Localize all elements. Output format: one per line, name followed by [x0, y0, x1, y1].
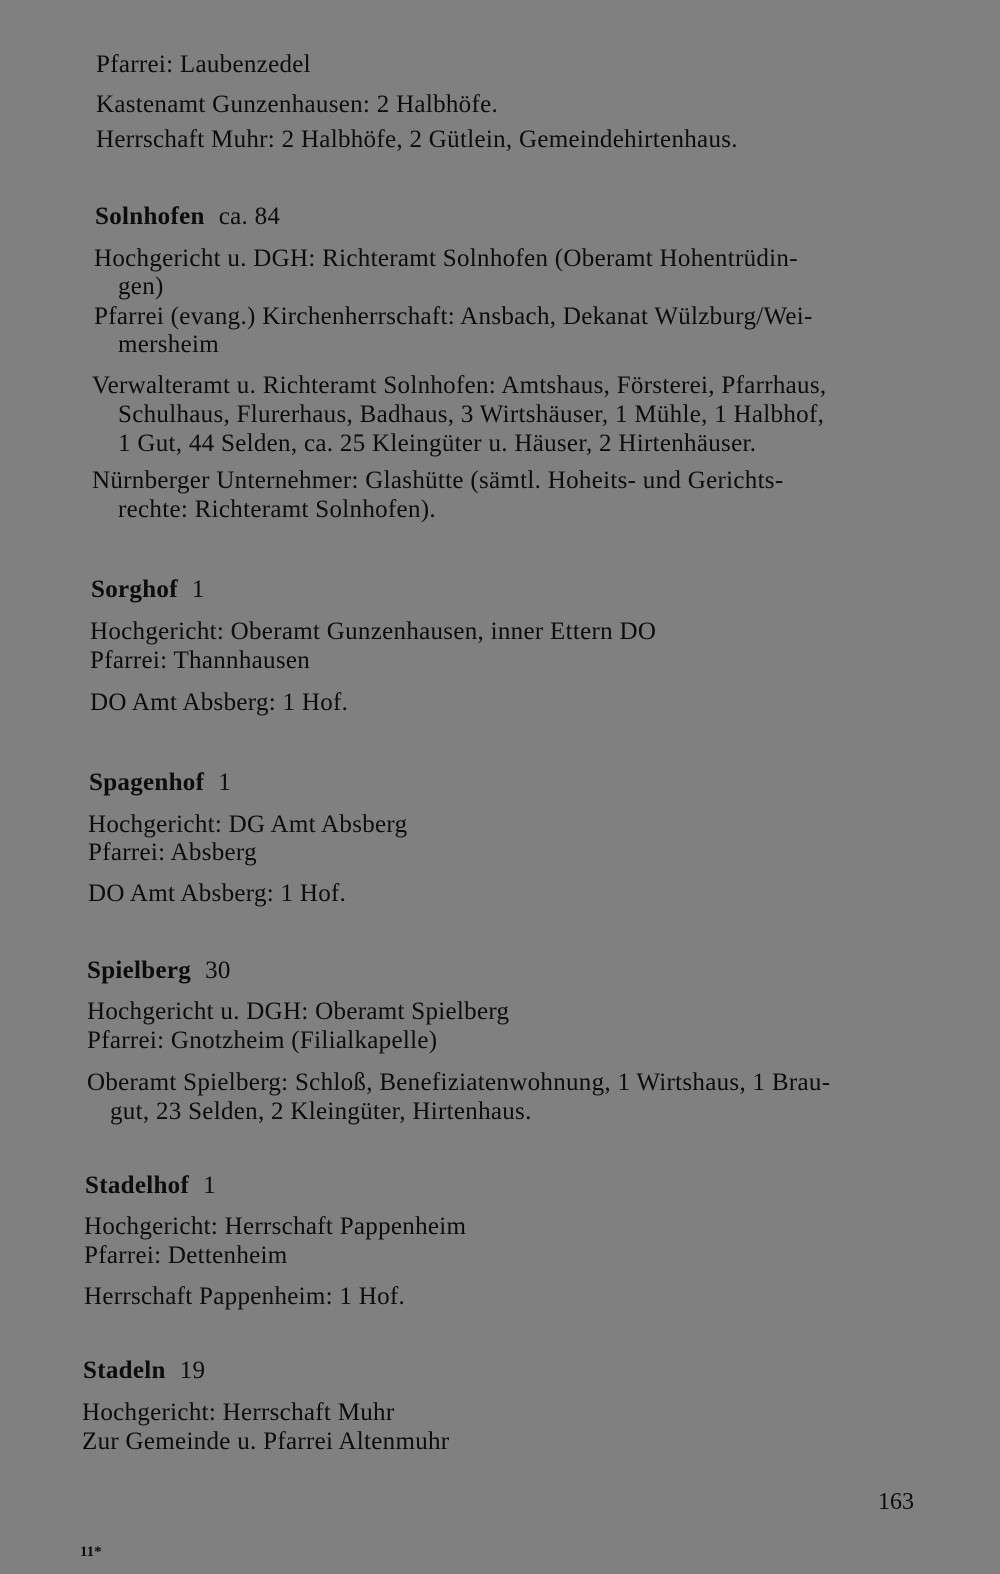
entry-line: Verwalteramt u. Richteramt Solnhofen: Amtshaus, Försterei, Pfarrhaus, — [92, 372, 827, 399]
entry-line: DO Amt Absberg: 1 Hof. — [88, 880, 347, 907]
entry-line: Hochgericht: Herrschaft Pappenheim — [84, 1213, 467, 1240]
entry-heading — [91, 575, 205, 605]
entry-count: 30 — [205, 957, 231, 984]
entry-heading — [83, 1356, 205, 1386]
entry-line: Zur Gemeinde u. Pfarrei Altenmuhr — [82, 1428, 450, 1455]
entry-line: Hochgericht: Herrschaft Muhr — [82, 1399, 395, 1426]
entry-heading — [89, 768, 231, 798]
entry-line: Hochgericht: Oberamt Gunzenhausen, inner Ettern DO — [90, 618, 657, 645]
entry-line: Pfarrei: Thannhausen — [90, 647, 311, 674]
entry-line: Hochgericht u. DGH: Oberamt Spielberg — [87, 998, 510, 1025]
entry-line: Pfarrei: Dettenheim — [84, 1242, 288, 1269]
entry-line: Hochgericht u. DGH: Richteramt Solnhofen (Oberamt Hohentrüdin- — [94, 245, 798, 272]
entry-name: Stadelhof — [85, 1172, 190, 1199]
entry-heading — [95, 202, 280, 232]
entry-name: Sorghof — [91, 576, 178, 603]
entry-line: Schulhaus, Flurerhaus, Badhaus, 3 Wirtshäuser, 1 Mühle, 1 Halbhof, — [118, 401, 825, 428]
page-number: 163 — [878, 1489, 914, 1515]
entry-count: 1 — [191, 576, 205, 603]
intro-line: Herrschaft Muhr: 2 Halbhöfe, 2 Gütlein, Gemeindehirtenhaus. — [96, 126, 738, 153]
entry-line: gut, 23 Selden, 2 Kleingüter, Hirtenhaus. — [110, 1098, 532, 1125]
intro-line: Kastenamt Gunzenhausen: 2 Halbhöfe. — [96, 91, 499, 118]
entry-count: ca. 84 — [218, 203, 281, 230]
entry-name: Spielberg — [87, 957, 192, 984]
entry-count: 1 — [218, 769, 232, 796]
entry-line: Oberamt Spielberg: Schloß, Benefiziatenwohnung, 1 Wirtshaus, 1 Brau- — [87, 1069, 831, 1096]
intro-line: Pfarrei: Laubenzedel — [96, 51, 311, 78]
entry-name: Solnhofen — [95, 203, 205, 230]
entry-line: 1 Gut, 44 Selden, ca. 25 Kleingüter u. Häuser, 2 Hirtenhäuser. — [118, 430, 757, 457]
entry-line: Hochgericht: DG Amt Absberg — [88, 811, 408, 838]
entry-count: 1 — [203, 1172, 216, 1199]
entry-line: Pfarrei: Absberg — [88, 839, 257, 866]
signature-mark: 11* — [80, 1544, 102, 1560]
entry-name: Stadeln — [83, 1357, 166, 1384]
entry-line: DO Amt Absberg: 1 Hof. — [90, 689, 349, 716]
entry-line: gen) — [118, 273, 164, 300]
entry-count: 19 — [179, 1357, 206, 1384]
entry-line: mersheim — [118, 331, 219, 358]
entry-line: Pfarrei: Gnotzheim (Filialkapelle) — [87, 1027, 438, 1054]
entry-line: Herrschaft Pappenheim: 1 Hof. — [84, 1283, 406, 1310]
entry-heading — [85, 1171, 216, 1201]
entry-line: Nürnberger Unternehmer: Glashütte (sämtl. Hoheits- und Gerichts- — [92, 467, 784, 494]
entry-name: Spagenhof — [89, 769, 205, 796]
entry-line: rechte: Richteramt Solnhofen). — [118, 496, 436, 523]
entry-heading — [87, 956, 231, 986]
entry-line: Pfarrei (evang.) Kirchenherrschaft: Ansbach, Dekanat Wülzburg/Wei- — [94, 303, 813, 330]
